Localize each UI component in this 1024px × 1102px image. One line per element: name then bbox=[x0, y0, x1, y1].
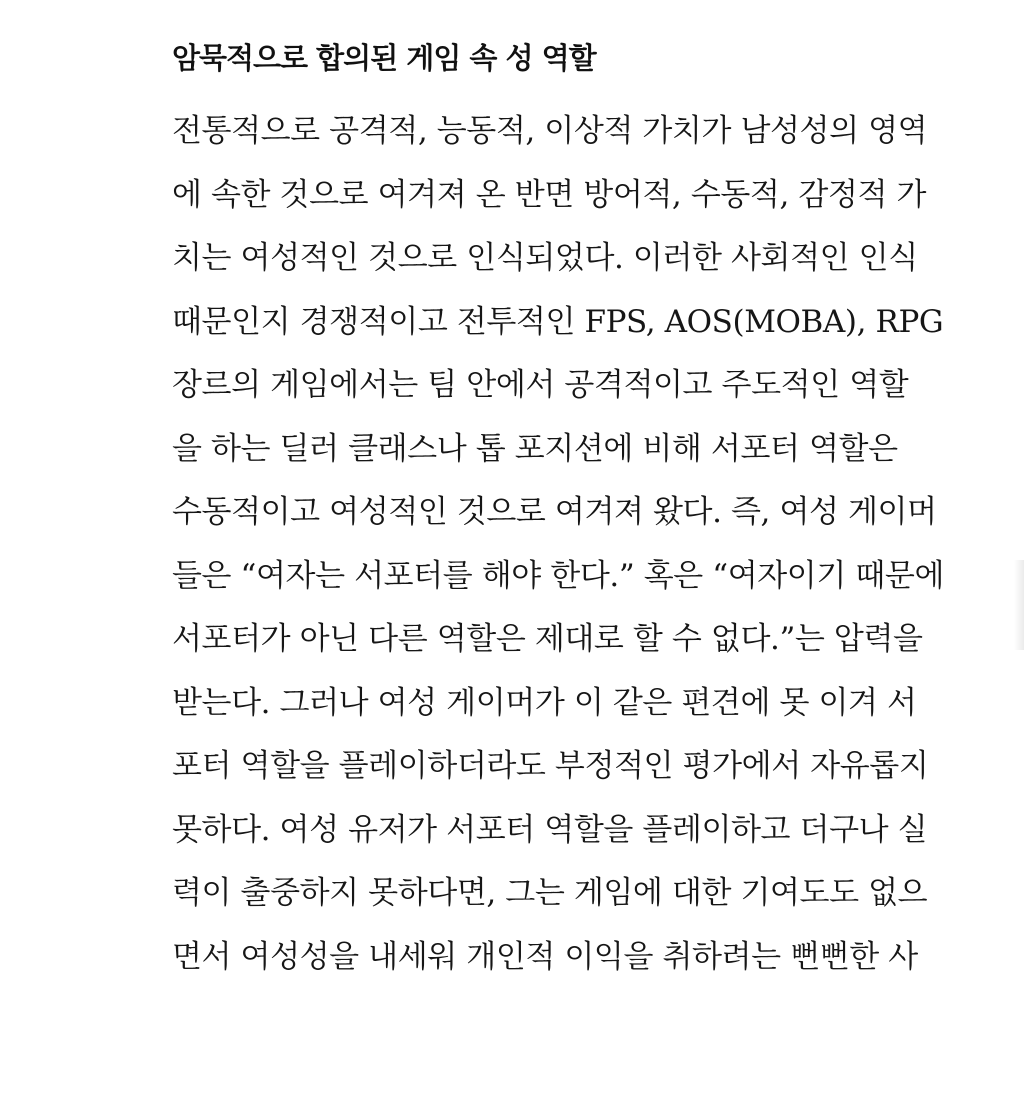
text-line: 못하다. 여성 유저가 서포터 역할을 플레이하고 더구나 실 bbox=[172, 811, 928, 848]
text-line: 들은 “여자는 서포터를 해야 한다.” 혹은 “여자이기 때문에 bbox=[172, 557, 944, 594]
text-line: 을 하는 딜러 클래스나 톱 포지션에 비해 서포터 역할은 bbox=[172, 430, 898, 467]
text-line: 서포터가 아닌 다른 역할은 제대로 할 수 없다.”는 압력을 bbox=[172, 621, 923, 657]
text-line: 받는다. 그러나 여성 게이머가 이 같은 편견에 못 이겨 서 bbox=[172, 684, 917, 721]
body-paragraph bbox=[172, 100, 952, 989]
page-edge-shadow bbox=[1014, 560, 1024, 650]
text-line: 면서 여성성을 내세워 개인적 이익을 취하려는 뻔뻔한 사 bbox=[172, 938, 918, 975]
text-line: 포터 역할을 플레이하더라도 부정적인 평가에서 자유롭지 bbox=[172, 748, 929, 784]
text-line: 장르의 게임에서는 팀 안에서 공격적이고 주도적인 역할 bbox=[172, 367, 909, 403]
text-line: 에 속한 것으로 여겨져 온 반면 방어적, 수동적, 감정적 가 bbox=[172, 176, 927, 213]
text-line: 력이 출중하지 못하다면, 그는 게임에 대한 기여도도 없으 bbox=[172, 875, 928, 911]
text-line: 때문인지 경쟁적이고 전투적인 FPS, AOS(MOBA), RPG bbox=[172, 303, 944, 340]
text-line: 수동적이고 여성적인 것으로 여겨져 왔다. 즉, 여성 게이머 bbox=[172, 494, 937, 530]
text-line: 치는 여성적인 것으로 인식되었다. 이러한 사회적인 인식 bbox=[172, 240, 918, 276]
text-line: 전통적으로 공격적, 능동적, 이상적 가치가 남성성의 영역 bbox=[172, 113, 928, 149]
section-heading: 암묵적으로 합의된 게임 속 성 역할 bbox=[172, 41, 596, 75]
